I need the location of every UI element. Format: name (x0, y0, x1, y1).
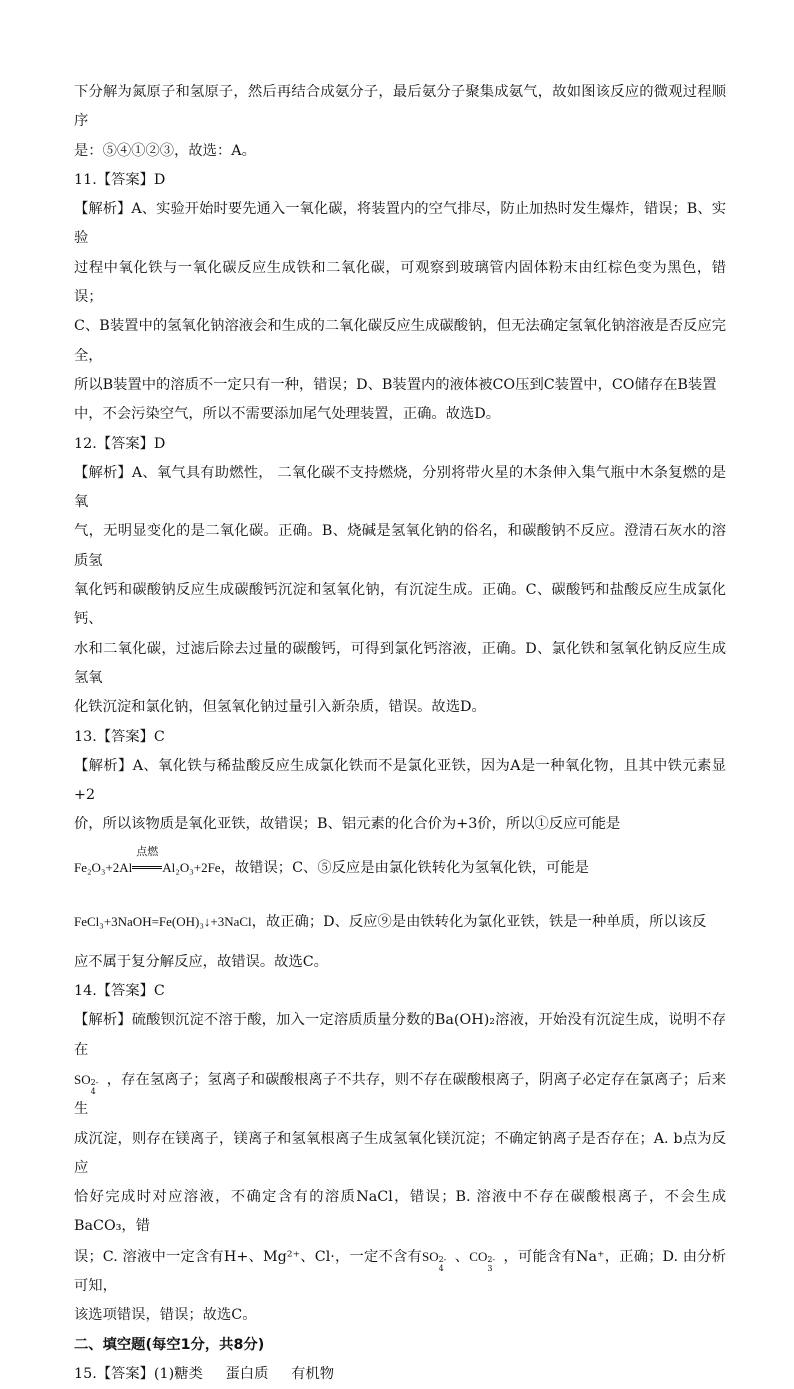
analysis-14: 成沉淀，则存在镁离子，镁离子和氢氧根离子生成氢氧化镁沉淀；不确定钠离子是否存在；A. b点为反应 (74, 1130, 726, 1176)
answer-14: 14.【答案】C (74, 983, 165, 1000)
analysis-12: 【解析】A、氧气具有助燃性， 二氧化碳不支持燃烧，分别将带火星的木条伸入集气瓶中木条复燃的是氧 (74, 464, 726, 511)
ion-subscript: 3 (487, 1263, 493, 1273)
ion-scripts (438, 1250, 455, 1273)
analysis-12: 化铁沉淀和氯化钠，但氢氧化钠过量引入新杂质，错误。故选D。 (74, 699, 486, 716)
analysis-11: 【解析】A、实验开始时要先通入一氧化碳，将装置内的空气排尽，防止加热时发生爆炸，错误；B、实验 (74, 201, 726, 247)
condition-label: 点燃 (136, 844, 159, 858)
equation-left: Fe₂O₃+2Al (74, 859, 133, 875)
ion-subscript: 4 (438, 1263, 444, 1273)
sulfate-ion: SO (421, 1248, 439, 1264)
analysis-14: 该选项错误，错误；故选C。 (74, 1307, 257, 1324)
analysis-12: 水和二氧化碳，过滤后除去过量的碳酸钙，可得到氯化钙溶液，正确。D、氯化铁和氢氧化钠反应生成氢氧 (74, 640, 726, 686)
equation-2: FeCl₃+3NaOH=Fe(OH)₃↓+3NaCl (74, 913, 252, 929)
equals-bar (132, 866, 162, 869)
answer-15: 15.【答案】(1)糖类 蛋白质 有机物 (74, 1365, 334, 1382)
text-span: ，可能含有Na⁺，正确；D. 由分析可知， (74, 1248, 727, 1294)
analysis-11: C、B装置中的氢氧化钠溶液会和生成的二氧化碳反应生成碳酸钠，但无法确定氢氧化钠溶液是否反应完全， (74, 318, 726, 364)
analysis-12: 气，无明显变化的是二氧化碳。正确。B、烧碱是氢氧化钠的俗名，和碳酸钠不反应。澄清石灰水的溶质氢 (74, 523, 726, 569)
ion-charge: 2- (438, 1254, 447, 1264)
text-span: 误；C. 溶液中一定含有H+、Mg²⁺、Cl·，一定不含有 (74, 1248, 422, 1265)
analysis-13: 价，所以该物质是氧化亚铁，故错误；B、铝元素的化合价为+3价，所以①反应可能是 (74, 816, 621, 833)
text-line: 下分解为氮原子和氢原子，然后再结合成氨分子，最后氨分子聚集成氨气，故如图该反应的微观过程顺序 (74, 84, 726, 130)
section-heading: 二、填空题(每空1分，共8分) (74, 1336, 265, 1353)
ion-charge: 2- (487, 1254, 496, 1264)
ion-subscript: 4 (90, 1086, 96, 1096)
text-line: 是：⑤④①②③，故选：A。 (74, 142, 256, 159)
ion-scripts (90, 1073, 107, 1096)
analysis-12: 氧化钙和碳酸钠反应生成碳酸钙沉淀和氢氧化钠，有沉淀生成。正确。C、碳酸钙和盐酸反应生成氯化钙、 (74, 582, 726, 628)
ion-charge: 2- (90, 1077, 99, 1087)
answer-13: 13.【答案】C (74, 728, 165, 745)
ion-scripts (487, 1250, 503, 1273)
text-span: ，存在氢离子；氢离子和碳酸根离子不共存，则不存在碳酸根离子，阴离子必定存在氯离子；后来生 (74, 1071, 726, 1118)
reaction-condition (132, 844, 162, 876)
carbonate-ion: CO (469, 1248, 488, 1264)
text-line: ，故错误；C、⑤反应是由氯化铁转化为氢氧化铁，可能是 (220, 859, 589, 876)
analysis-14: 恰好完成时对应溶液，不确定含有的溶质NaCl，错误；B. 溶液中不存在碳酸根离子，不会生成BaCO₃，错 (74, 1189, 726, 1235)
answer-11: 11.【答案】D (74, 171, 166, 188)
analysis-13: 【解析】A、氧化铁与稀盐酸反应生成氯化铁而不是氯化亚铁，因为A是一种氧化物，且其中铁元素显+2 (74, 757, 726, 804)
analysis-14 (74, 1242, 726, 1302)
analysis-13: 应不属于复分解反应，故错误。故选C。 (74, 953, 328, 970)
analysis-14 (74, 1065, 726, 1125)
equation-line-2 (74, 898, 726, 948)
sulfate-ion: SO (74, 1071, 91, 1087)
equation-right: Al₂O₃+2Fe (162, 859, 221, 875)
analysis-11: 所以B装置中的溶质不一定只有一种，错误；D、B装置内的液体被CO压到C装置中，CO储存在B装置 (74, 376, 717, 393)
analysis-11: 中，不会污染空气，所以不需要添加尾气处理装置，正确。故选D。 (74, 406, 501, 423)
text-line: ，故正确；D、反应⑨是由铁转化为氯化亚铁，铁是一种单质，所以该反 (251, 913, 707, 930)
analysis-11: 过程中氧化铁与一氧化碳反应生成铁和二氧化碳，可观察到玻璃管内固体粉末由红棕色变为黑色，错误； (74, 259, 726, 306)
answer-12: 12.【答案】D (74, 435, 166, 452)
equation-line-1 (74, 840, 726, 898)
analysis-14: 【解析】硫酸钡沉淀不溶于酸，加入一定溶质质量分数的Ba(OH)₂溶液，开始没有沉淀生成，说明不存在 (74, 1012, 726, 1058)
text-span: 、 (454, 1248, 470, 1265)
document-page (74, 78, 726, 1389)
